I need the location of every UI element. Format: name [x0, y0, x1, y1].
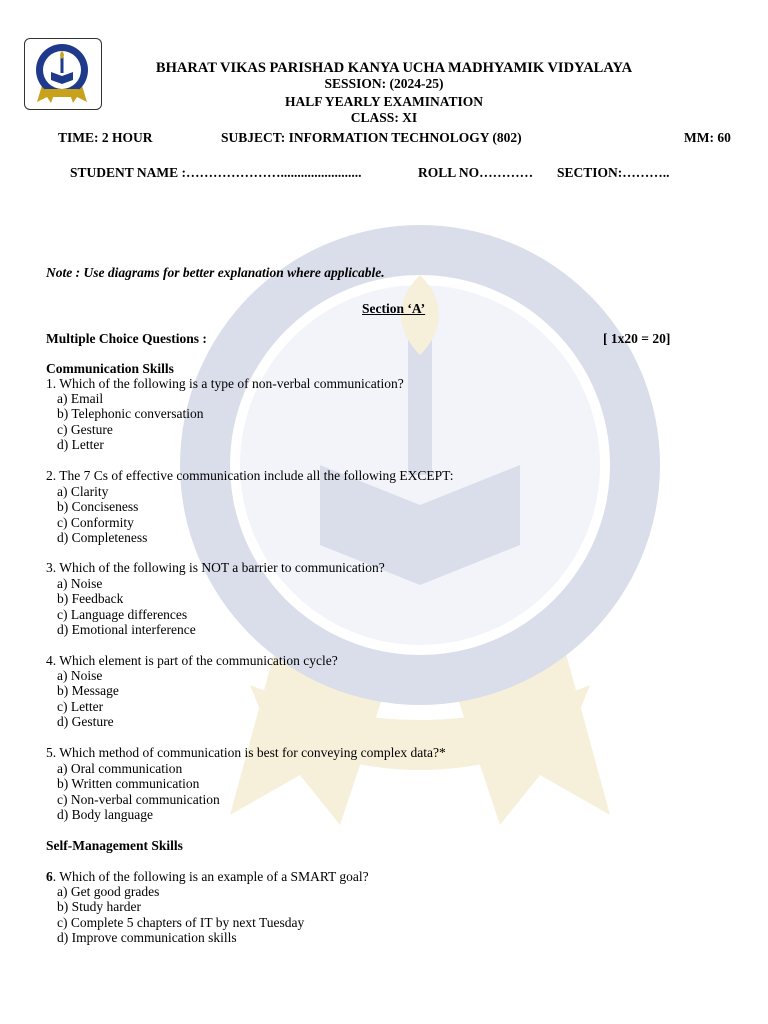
option: d) Improve communication skills — [57, 930, 237, 946]
question-text: 5. Which method of communication is best for conveying complex data?* — [46, 745, 446, 760]
option: a) Clarity — [57, 484, 109, 499]
option: c) Conformity — [57, 514, 134, 530]
option: d) Completeness — [57, 530, 148, 546]
note: Note : Use diagrams for better explanation where applicable. — [46, 265, 385, 280]
options-list — [57, 484, 147, 546]
option: a) Oral communication — [57, 761, 183, 776]
subject-label: SUBJECT: INFORMATION TECHNOLOGY (802) — [221, 130, 522, 145]
option: c) Letter — [57, 698, 104, 714]
student-name-field: STUDENT NAME :…………………........................ — [70, 165, 362, 180]
options-list — [57, 576, 196, 638]
option: b) Study harder — [57, 899, 141, 915]
option: b) Conciseness — [57, 499, 139, 515]
option: a) Noise — [57, 668, 103, 683]
options-list — [57, 391, 204, 453]
topic-heading: Self-Management Skills — [46, 838, 183, 853]
option: b) Feedback — [57, 591, 124, 607]
option: b) Message — [57, 683, 119, 699]
option: c) Gesture — [57, 421, 113, 437]
mcq-heading: Multiple Choice Questions : — [46, 331, 207, 346]
mcq-marks: [ 1x20 = 20] — [603, 331, 671, 346]
section-title: Section ‘A’ — [362, 301, 426, 316]
question-text: 1. Which of the following is a type of non-verbal communication? — [46, 376, 404, 391]
option: d) Body language — [57, 807, 153, 823]
option: d) Letter — [57, 437, 104, 453]
question-body: . Which of the following is an example of a SMART goal? — [52, 869, 369, 884]
options-list — [57, 761, 220, 823]
exam-title: HALF YEARLY EXAMINATION — [284, 94, 484, 109]
question-text: 4. Which element is part of the communication cycle? — [46, 653, 338, 668]
option: b) Telephonic conversation — [57, 406, 204, 422]
option: a) Get good grades — [57, 884, 160, 899]
session: SESSION: (2024-25) — [324, 76, 444, 91]
option: c) Complete 5 chapters of IT by next Tuesday — [57, 914, 305, 930]
school-name: BHARAT VIKAS PARISHAD KANYA UCHA MADHYAMIK VIDYALAYA — [155, 60, 633, 76]
topic-heading: Communication Skills — [46, 361, 174, 376]
question-text: 3. Which of the following is NOT a barrier to communication? — [46, 560, 385, 575]
option: d) Gesture — [57, 714, 114, 730]
time-label: TIME: 2 HOUR — [58, 130, 153, 145]
option: c) Non-verbal communication — [57, 791, 220, 807]
option: c) Language differences — [57, 606, 188, 622]
section-field: SECTION:……….. — [557, 165, 670, 180]
class-label: CLASS: XI — [350, 110, 418, 125]
question-text: 2. The 7 Cs of effective communication include all the following EXCEPT: — [46, 468, 454, 483]
option: a) Noise — [57, 576, 103, 591]
max-marks-label: MM: 60 — [684, 130, 731, 145]
question-text — [46, 869, 369, 884]
options-list — [57, 884, 304, 946]
roll-no-field: ROLL NO………… — [418, 165, 534, 180]
options-list — [57, 668, 119, 730]
question-number: 6 — [46, 869, 53, 884]
option: b) Written communication — [57, 776, 200, 792]
option: d) Emotional interference — [57, 622, 196, 638]
option: a) Email — [57, 391, 104, 406]
